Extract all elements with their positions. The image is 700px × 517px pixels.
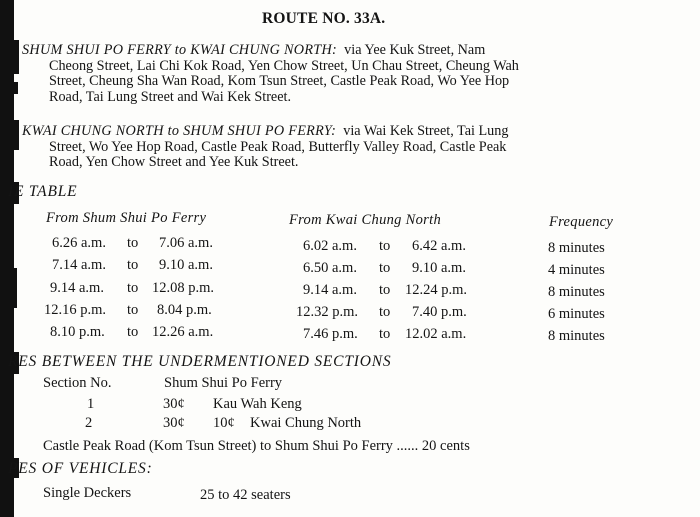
to-word: to <box>379 326 391 342</box>
sspf-end: 12.26 a.m. <box>152 324 214 340</box>
frequency: 8 minutes <box>548 240 605 256</box>
to-word: to <box>379 260 391 276</box>
fare-amount: 30¢ <box>163 396 185 412</box>
kcn-end: 9.10 a.m. <box>412 260 466 276</box>
section-number: 2 <box>85 415 93 431</box>
col-frequency: Frequency <box>549 214 614 230</box>
route-out-description <box>22 43 690 105</box>
kcn-end: 12.02 a.m. <box>405 326 467 342</box>
route-title: ROUTE NO. 33A. <box>262 10 386 27</box>
timetable-heading: IE TABLE <box>8 183 78 200</box>
kcn-start: 6.50 a.m. <box>303 260 357 276</box>
sspf-end: 8.04 p.m. <box>157 302 212 318</box>
to-word: to <box>379 304 391 320</box>
kcn-end: 6.42 a.m. <box>412 238 466 254</box>
fare-note: Castle Peak Road (Kom Tsun Street) to Shum Shui Po Ferry ...... 20 cents <box>43 438 470 454</box>
section-no-label: Section No. <box>43 375 112 391</box>
vehicles-heading: PES OF VEHICLES: <box>8 460 153 477</box>
sspf-end: 9.10 a.m. <box>159 257 213 273</box>
route-out-line: Street, Cheung Sha Wan Road, Kom Tsun Street, Castle Peak Road, Wo Yee Hop <box>49 73 510 89</box>
fares-heading: RES BETWEEN THE UNDERMENTIONED SECTIONS <box>8 353 392 370</box>
sspf-start: 12.16 p.m. <box>44 302 107 318</box>
to-word: to <box>379 238 391 254</box>
kcn-end: 12.24 p.m. <box>405 282 468 298</box>
to-word: to <box>127 235 139 251</box>
route-back-label: KWAI CHUNG NORTH to SHUM SHUI PO FERRY: <box>22 123 337 139</box>
scan-edge-scrap <box>11 40 19 74</box>
fare-origin-label: Shum Shui Po Ferry <box>164 375 283 391</box>
sspf-start: 9.14 a.m. <box>50 280 104 296</box>
route-back-description <box>22 124 690 171</box>
kcn-start: 7.46 p.m. <box>303 326 358 342</box>
kcn-start: 6.02 a.m. <box>303 238 357 254</box>
col-from-sspf: From Shum Shui Po Ferry <box>46 210 207 226</box>
sspf-end: 7.06 a.m. <box>159 235 213 251</box>
sspf-start: 6.26 a.m. <box>52 235 106 251</box>
vehicle-capacity: 25 to 42 seaters <box>200 487 291 503</box>
route-out-line: Cheong Street, Lai Chi Kok Road, Yen Chow Street, Un Chau Street, Cheung Wah <box>49 57 519 74</box>
route-out-label: SHUM SHUI PO FERRY to KWAI CHUNG NORTH: <box>22 42 338 58</box>
route-back-line: Street, Wo Yee Hop Road, Castle Peak Road, Butterfly Valley Road, Castle Peak <box>49 138 507 155</box>
to-word: to <box>127 302 139 318</box>
fare-amount: 30¢ <box>163 415 185 431</box>
to-word: to <box>379 282 391 298</box>
sspf-start: 8.10 p.m. <box>50 324 105 340</box>
scan-edge-scrap <box>14 268 17 308</box>
fare-place: Kau Wah Keng <box>213 396 302 412</box>
kcn-end: 7.40 p.m. <box>412 304 467 320</box>
scan-edge <box>0 0 14 517</box>
fare-place: Kwai Chung North <box>250 415 362 431</box>
route-out-line: via Yee Kuk Street, Nam <box>344 42 486 58</box>
vehicle-type: Single Deckers <box>43 485 132 501</box>
scan-edge-scrap <box>11 120 19 150</box>
to-word: to <box>127 324 139 340</box>
route-out-line: Road, Tai Lung Street and Wai Kek Street. <box>49 88 292 105</box>
section-number: 1 <box>87 396 95 412</box>
route-back-line: Road, Yen Chow Street and Yee Kuk Street. <box>49 154 299 170</box>
frequency: 8 minutes <box>548 284 605 300</box>
frequency: 8 minutes <box>548 328 605 344</box>
kcn-start: 12.32 p.m. <box>296 304 359 320</box>
route-back-line: via Wai Kek Street, Tai Lung <box>343 123 509 139</box>
fare-amount: 10¢ <box>213 415 235 431</box>
frequency: 6 minutes <box>548 306 605 322</box>
sspf-end: 12.08 p.m. <box>152 280 215 296</box>
to-word: to <box>127 257 139 273</box>
col-from-kcn: From Kwai Chung North <box>289 212 441 228</box>
to-word: to <box>127 280 139 296</box>
frequency: 4 minutes <box>548 262 605 278</box>
sspf-start: 7.14 a.m. <box>52 257 106 273</box>
scan-edge-scrap <box>14 82 18 94</box>
kcn-start: 9.14 a.m. <box>303 282 357 298</box>
